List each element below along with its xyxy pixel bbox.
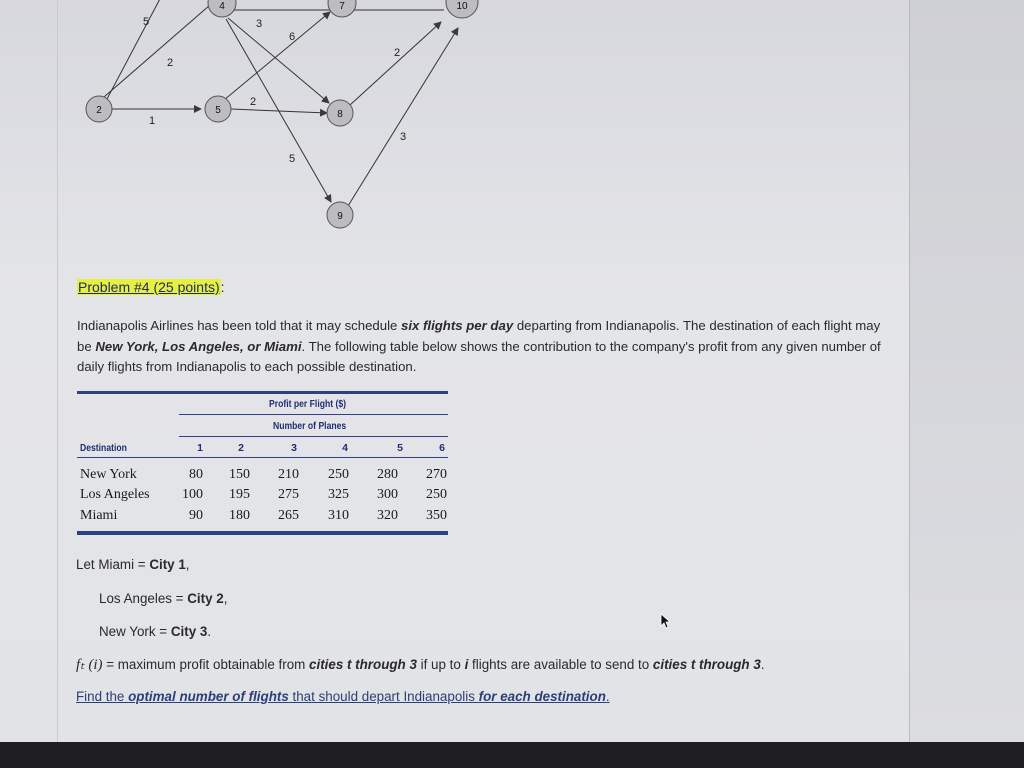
graph-node	[208, 0, 236, 17]
intro-emphasis: New York, Los Angeles, or Miami	[95, 338, 302, 354]
plane-count-header: 5	[397, 442, 403, 454]
graph-node-label: 10	[456, 1, 468, 12]
graph-edge	[226, 19, 331, 202]
graph-node-label: 9	[337, 211, 343, 222]
table-cell: 320	[377, 508, 398, 523]
table-cell: 275	[278, 487, 299, 502]
table-cell: 250	[426, 487, 447, 502]
graph-edge	[348, 28, 458, 206]
destination-header: Destination	[80, 442, 127, 454]
graph-node	[446, 0, 478, 18]
function-definition	[76, 655, 765, 674]
task-emphasis: optimal number of flights	[128, 689, 289, 704]
definition-city: City 2	[187, 591, 224, 606]
edge-weight-label: 5	[289, 153, 296, 165]
graph-node	[327, 100, 353, 126]
edge-weight-label: 5	[143, 16, 150, 28]
row-destination: Los Angeles	[80, 487, 150, 502]
definition-text: .	[760, 657, 765, 672]
graph-node-label: 4	[219, 1, 225, 12]
task-emphasis: for each destination	[478, 689, 606, 704]
table-cell: 150	[229, 467, 250, 482]
definition-text: ,	[223, 591, 228, 606]
table-cell: 250	[328, 467, 349, 482]
graph-node	[327, 202, 353, 228]
table-bottom-rule	[77, 531, 448, 535]
right-side-panel	[909, 0, 1024, 742]
table-cell: 80	[189, 467, 203, 482]
mouse-pointer-icon	[660, 613, 672, 629]
table-title: Profit per Flight ($)	[269, 398, 347, 410]
graph-node-label: 5	[215, 105, 221, 116]
graph-node	[328, 0, 356, 17]
graph-edge	[228, 18, 329, 103]
graph-node-label: 2	[96, 105, 102, 116]
edge-weight-label: 2	[250, 96, 257, 108]
edge-weight-label: 3	[400, 131, 407, 143]
definition-city-3	[99, 624, 211, 639]
plane-count-header: 1	[197, 442, 203, 454]
plane-count-header: 4	[342, 442, 348, 454]
intro-emphasis: six flights per day	[401, 318, 514, 333]
graph-edge	[224, 12, 330, 100]
definition-city-1	[76, 557, 190, 572]
task-instruction	[76, 689, 610, 704]
table-cell: 270	[426, 467, 447, 482]
edge-weight-label: 2	[394, 47, 401, 59]
definition-text: if up to	[416, 657, 465, 672]
table-cell: 325	[328, 487, 349, 502]
graph-node	[205, 96, 231, 122]
profit-table	[77, 390, 448, 535]
table-cell: 195	[229, 487, 250, 502]
graph-node-label: 7	[339, 1, 345, 12]
definition-text: ,	[185, 557, 190, 572]
table-cell: 310	[328, 508, 349, 523]
definition-city: City 3	[170, 624, 208, 639]
edge-weight-label: 6	[289, 31, 296, 43]
table-cell: 280	[377, 467, 398, 482]
table-cell: 350	[426, 508, 447, 523]
problem-title-colon: :	[220, 279, 225, 295]
graph-edge	[107, 0, 162, 99]
network-graph	[0, 0, 909, 240]
plane-count-header: 2	[238, 442, 244, 454]
plane-count-header: 3	[291, 442, 297, 454]
table-subtitle: Number of Planes	[273, 420, 347, 432]
table-rule	[179, 414, 448, 415]
table-cell: 210	[278, 467, 299, 482]
problem-intro-paragraph	[77, 316, 887, 378]
table-cell: 180	[229, 508, 250, 523]
task-text: .	[605, 689, 610, 704]
graph-edge	[104, 5, 210, 97]
plane-count-header: 6	[439, 442, 445, 454]
problem-heading	[77, 279, 225, 295]
intro-text: . The following table below shows the contribution to the company's profit from any given number of daily flights from Indianapolis to each possible destination.	[77, 338, 881, 374]
table-top-rule	[77, 391, 448, 394]
problem-title: Problem #4 (25 points)	[78, 279, 220, 295]
table-rule	[179, 436, 448, 437]
task-text: Find the	[76, 689, 129, 704]
row-destination: New York	[80, 467, 137, 482]
edge-weight-label: 3	[256, 18, 263, 30]
graph-node	[86, 96, 112, 122]
table-cell: 265	[278, 508, 299, 523]
definition-text: = maximum profit obtainable from	[102, 657, 310, 672]
definition-text: Let Miami =	[76, 557, 150, 572]
definition-city: City 1	[149, 557, 186, 572]
table-cell: 100	[182, 487, 203, 502]
row-destination: Miami	[80, 508, 118, 523]
intro-text: departing from Indianapolis. The destination of each flight may be	[77, 318, 881, 354]
edge-weight-label: 1	[149, 115, 156, 127]
intro-text: Indianapolis Airlines has been told that it may schedule	[77, 318, 402, 333]
definition-emphasis: cities t through 3	[652, 657, 761, 672]
definition-text: flights are available to send to	[468, 657, 653, 672]
screen-bottom-bezel	[0, 742, 1024, 768]
definition-emphasis: i	[464, 657, 469, 672]
graph-node-label: 8	[337, 109, 343, 120]
function-symbol: fₜ (i)	[76, 657, 103, 673]
task-text: that should depart Indianapolis	[288, 689, 479, 704]
table-header-rule	[77, 457, 448, 458]
table-cell: 90	[189, 508, 203, 523]
definition-text: Los Angeles =	[99, 591, 188, 606]
definition-text: New York =	[99, 624, 171, 639]
definition-city-2	[99, 591, 227, 606]
definition-text: .	[207, 624, 212, 639]
edge-weight-label: 2	[167, 57, 174, 69]
table-cell: 300	[377, 487, 398, 502]
graph-edge	[350, 22, 441, 105]
definition-emphasis: cities t through 3	[309, 657, 417, 672]
